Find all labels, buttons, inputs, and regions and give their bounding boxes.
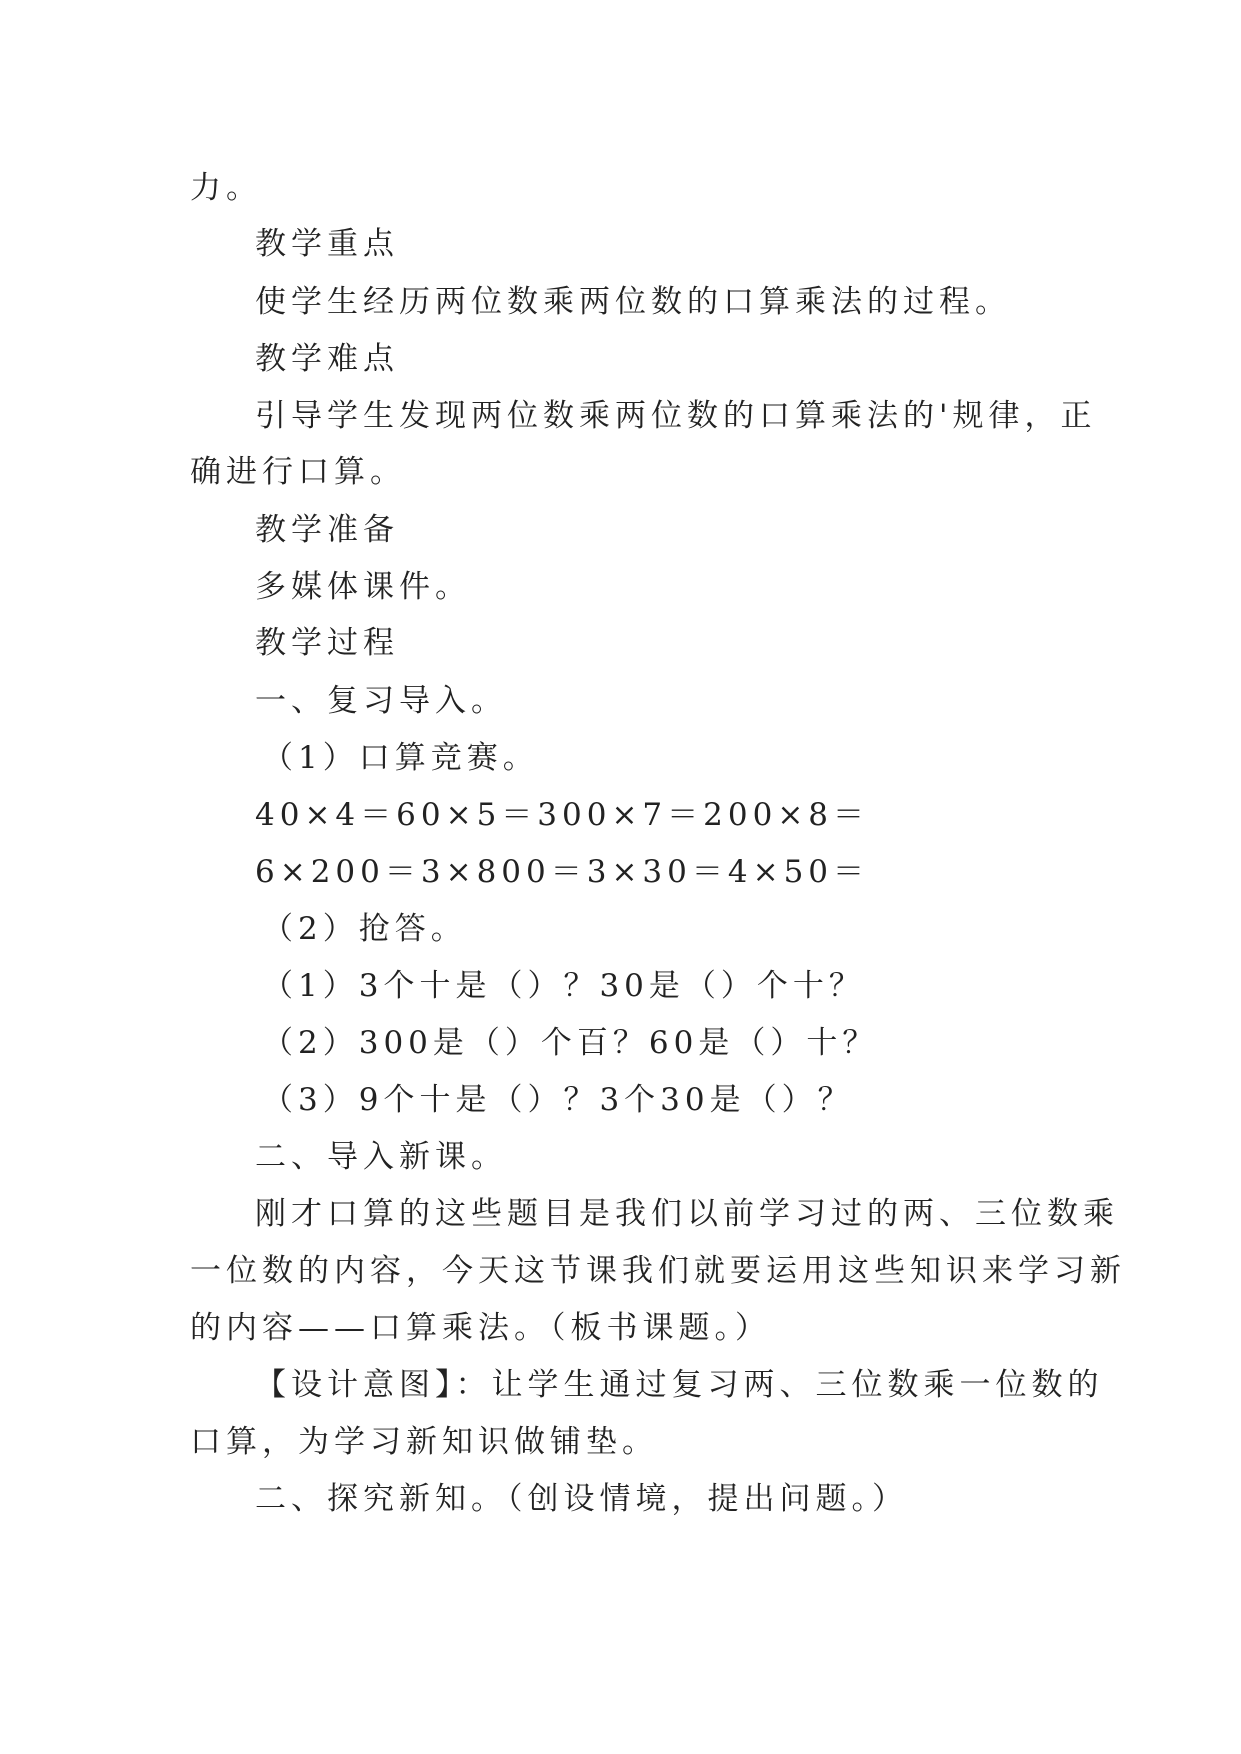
question-line: （3）9个十是（）？3个30是（）？ [262,1082,854,1118]
paragraph-line: 的内容——口算乘法。（板书课题。） [190,1310,771,1346]
heading-teaching-difficulty: 教学难点 [255,341,399,377]
section-heading: 一、复习导入。 [255,683,507,719]
design-intent-line: 【设计意图】：让学生通过复习两、三位数乘一位数的 [255,1367,1104,1403]
paragraph-line: 多媒体课件。 [255,569,471,605]
paragraph-line: 一位数的内容，今天这节课我们就要运用这些知识来学习新 [190,1253,1126,1289]
paragraph-line: 刚才口算的这些题目是我们以前学习过的两、三位数乘 [255,1196,1119,1232]
question-line: （2）300是（）个百？60是（）十？ [262,1025,879,1061]
paragraph-line: 引导学生发现两位数乘两位数的口算乘法的'规律，正 [255,398,1097,434]
list-item: （2）抢答。 [262,911,467,947]
heading-teaching-process: 教学过程 [255,625,399,661]
question-line: （1）3个十是（）？30是（）个十？ [262,968,865,1004]
paragraph-line: 确进行口算。 [190,454,406,490]
math-expression-line: 6×200＝3×800＝3×30＝4×50＝ [255,854,870,890]
section-heading: 二、导入新课。 [255,1139,507,1175]
paragraph-line: 口算，为学习新知识做铺垫。 [190,1424,658,1460]
list-item: （1）口算竞赛。 [262,740,539,776]
paragraph-line: 使学生经历两位数乘两位数的口算乘法的过程。 [255,284,1011,320]
math-expression-line: 40×4＝60×5＝300×7＝200×8＝ [255,797,870,833]
heading-teaching-focus: 教学重点 [255,226,399,262]
section-heading: 二、探究新知。（创设情境，提出问题。） [255,1481,908,1517]
heading-teaching-preparation: 教学准备 [255,512,399,548]
text-line-continuation: 力。 [190,170,262,206]
